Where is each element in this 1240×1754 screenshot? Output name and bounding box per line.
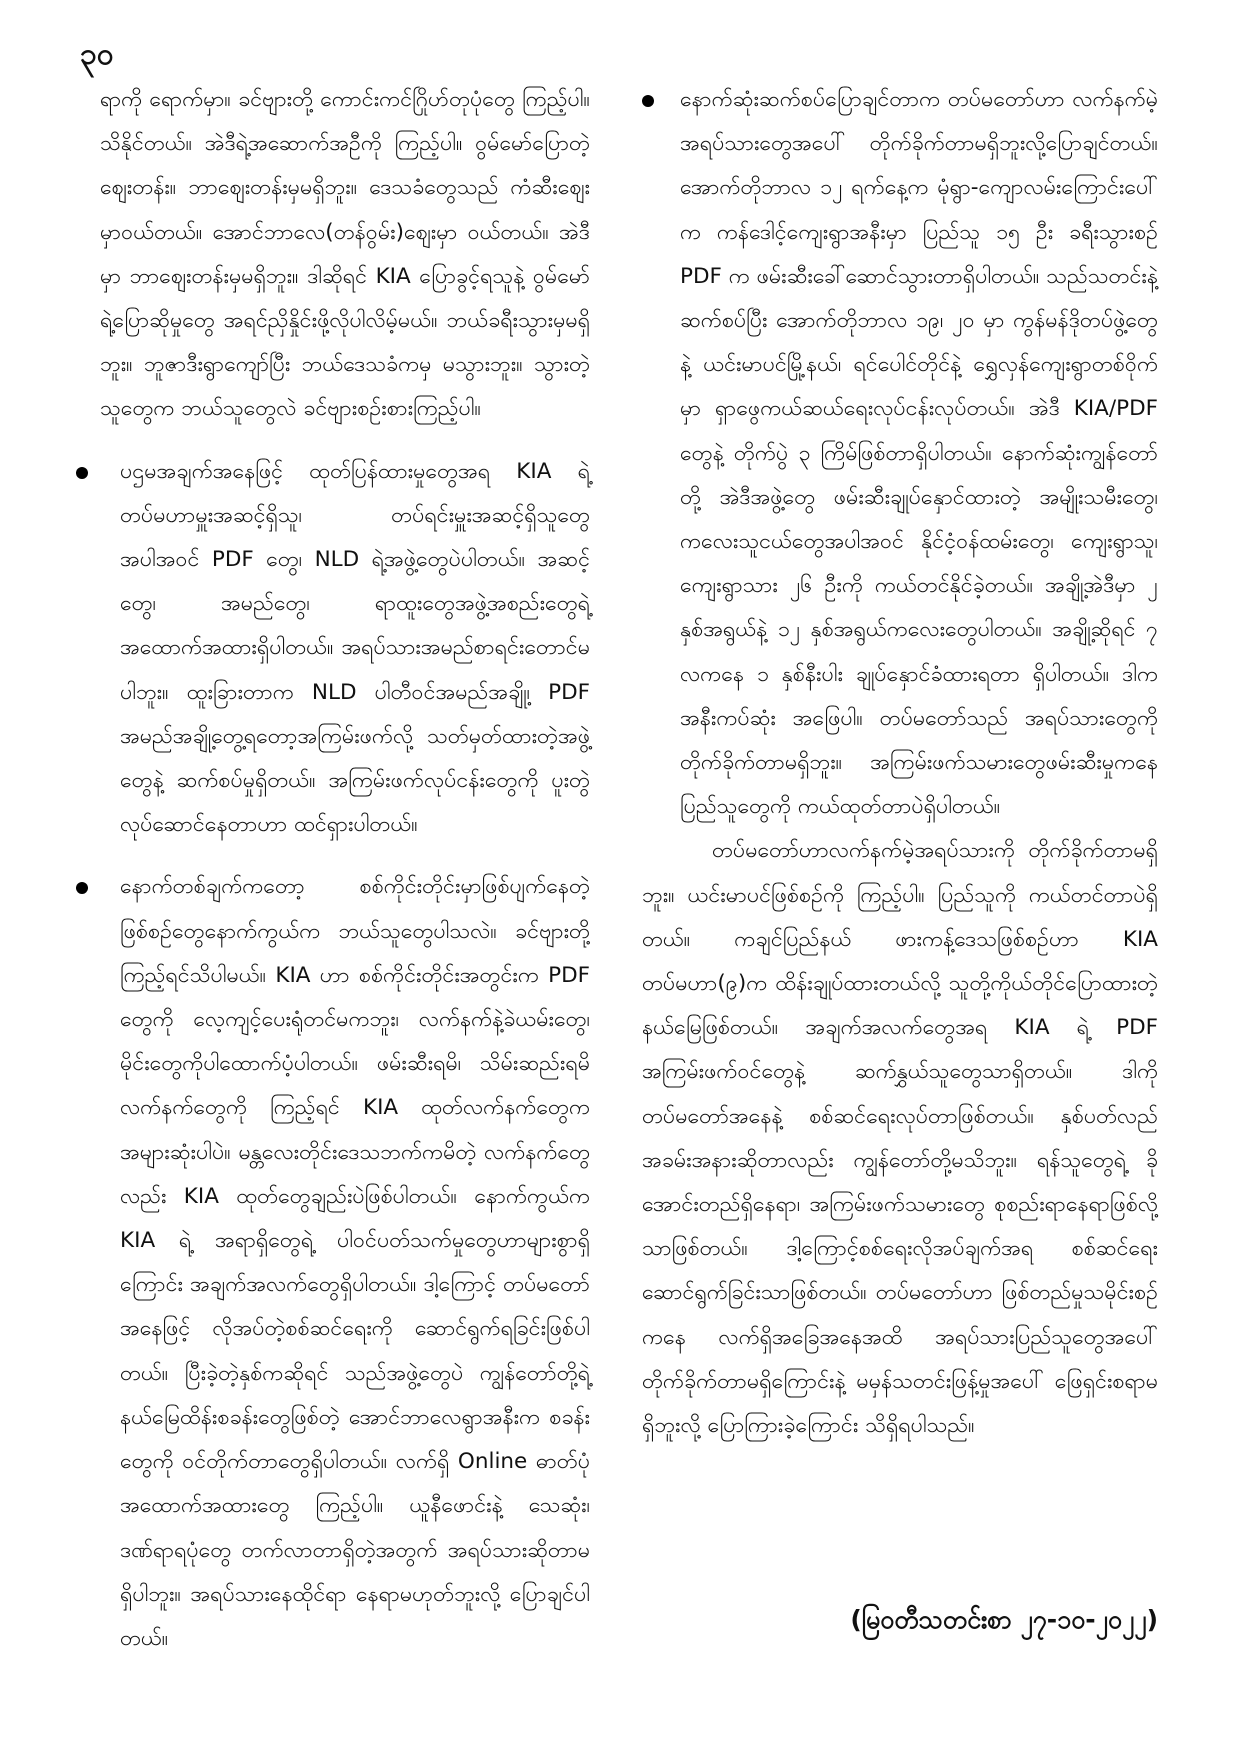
page-number: ၃၀ xyxy=(80,37,114,72)
bullet-icon xyxy=(76,467,88,479)
bullet-item-2 xyxy=(100,865,590,1661)
right-column xyxy=(642,78,1158,1448)
bullet-icon xyxy=(642,95,654,107)
bullet-text-2: နောက်တစ်ချက်ကတော့ စစ်ကိုင်းတိုင်းမှာဖြစ်ပျက်နေတဲ့ဖြစ်စဉ်တွေနောက်ကွယ်က ဘယ်သူတွေပါသလဲ။ ခင်ဗျားတို့ ကြည့်ရင်သိပါမယ်။ KIA ဟာ စစ်ကိုင်းတိုင်းအတွင်းက PDF တွေကို လေ့ကျင့်ပေးရုံတင်မကဘူး၊ လက်နက်နဲ့ခဲယမ်းတွေ၊ မိုင်းတွေကိုပါထောက်ပံ့ပါတယ်။ ဖမ်းဆီးရမိ၊ သိမ်းဆည်းရမိ လက်နက်တွေကို ကြည့်ရင် KIA ထုတ်လက်နက်တွေက အများဆုံးပါပဲ။ မန္တလေးတိုင်းဒေသဘက်ကမိတဲ့ လက်နက်တွေလည်း KIA ထုတ်တွေချည်းပဲဖြစ်ပါတယ်။ နောက်ကွယ်က KIA ရဲ့ အရာရှိတွေရဲ့ ပါဝင်ပတ်သက်မှုတွေဟာများစွာရှိကြောင်း အချက်အလက်တွေရှိပါတယ်။ ဒါ့ကြောင့် တပ်မတော်အနေဖြင့် လိုအပ်တဲ့စစ်ဆင်ရေးကို ဆောင်ရွက်ရခြင်းဖြစ်ပါတယ်။ ပြီးခဲ့တဲ့နှစ်ကဆိုရင် သည်အဖွဲ့တွေပဲ ကျွန်တော်တို့ရဲ့ နယ်မြေထိန်းစခန်းတွေဖြစ်တဲ့ အောင်ဘာလေရွာအနီးက စခန်းတွေကို ဝင်တိုက်တာတွေရှိပါတယ်။ လက်ရှိ Online ဓာတ်ပုံအထောက်အထားတွေ ကြည့်ပါ။ ယူနီဖောင်းနဲ့ သေဆုံး၊ ဒဏ်ရာရပုံတွေ တက်လာတာရှိတဲ့အတွက် အရပ်သားဆိုတာမရှိပါဘူး။ အရပ်သားနေထိုင်ရာ နေရာမဟုတ်ဘူးလို့ ပြောချင်ပါတယ်။ xyxy=(120,874,590,1651)
bullet-text-1: ပဌမအချက်အနေဖြင့် ထုတ်ပြန်ထားမှုတွေအရ KIA ရဲ့တပ်မဟာမှူးအဆင့်ရှိသူ၊ တပ်ရင်းမှူးအဆင့်ရှိသူတွေ အပါအဝင် PDF တွေ၊ NLD ရဲ့အဖွဲ့တွေပဲပါတယ်။ အဆင့်တွေ၊ အမည်တွေ၊ ရာထူးတွေအဖွဲ့အစည်းတွေရဲ့ အထောက်အထားရှိပါတယ်။ အရပ်သားအမည်စာရင်းတောင်မပါဘူး။ ထူးခြားတာက NLD ပါတီဝင်အမည်အချို့၊ PDF အမည်အချို့တွေ့ရတော့အကြမ်းဖက်လို့ သတ်မှတ်ထားတဲ့အဖွဲ့တွေနဲ့ ဆက်စပ်မှုရှိတယ်။ အကြမ်းဖက်လုပ်ငန်းတွေကို ပူးတွဲလုပ်ဆောင်နေတာဟာ ထင်ရှားပါတယ်။ xyxy=(120,458,590,838)
bullet-icon xyxy=(76,882,88,894)
intro-paragraph: ရာကို ရောက်မှာ။ ခင်ဗျားတို့ ကောင်းကင်ဂြိုဟ်တုပုံတွေ ကြည့်ပါ။ သိနိုင်တယ်။ အဲဒီရဲ့အဆောက်အဦကို ကြည့်ပါ။ ဝွမ်မော်ပြောတဲ့ဈေးတန်း။ ဘာဈေးတန်းမှမရှိဘူး။ ဒေသခံတွေသည် ကံဆီးဈေးမှာဝယ်တယ်။ အောင်ဘာလေ(တန်ဝွမ်း)ဈေးမှာ ဝယ်တယ်။ အဲဒီမှာ ဘာဈေးတန်းမှမရှိဘူး။ ဒါဆိုရင် KIA ပြောခွင့်ရသူနဲ့ ဝွမ်မော်ရဲ့ပြောဆိုမှုတွေ အရင်ညှိနှိုင်းဖို့လိုပါလိမ့်မယ်။ ဘယ်ခရီးသွားမှမရှိဘူး။ ဘူဇာဒီးရွာကျော်ပြီး ဘယ်ဒေသခံကမှ မသွားဘူး။ သွားတဲ့သူတွေက ဘယ်သူတွေလဲ ခင်ဗျားစဉ်းစားကြည့်ပါ။ xyxy=(100,87,590,422)
closing-paragraph: တပ်မတော်ဟာလက်နက်မဲ့အရပ်သားကို တိုက်ခိုက်တာမရှိဘူး။ ယင်းမာပင်ဖြစ်စဉ်ကို ကြည့်ပါ။ ပြည်သူကို ကယ်တင်တာပဲရှိတယ်။ ကချင်ပြည်နယ် ဖားကန့်ဒေသဖြစ်စဉ်ဟာ KIA တပ်မဟာ(၉)က ထိန်းချုပ်ထားတယ်လို့ သူတို့ကိုယ်တိုင်ပြောထားတဲ့နယ်မြေဖြစ်တယ်။ အချက်အလက်တွေအရ KIA ရဲ့ PDF အကြမ်းဖက်ဝင်တွေနဲ့ ဆက်နွှယ်သူတွေသာရှိတယ်။ ဒါကို တပ်မတော်အနေနဲ့ စစ်ဆင်ရေးလုပ်တာဖြစ်တယ်။ နှစ်ပတ်လည်အခမ်းအနားဆိုတာလည်း ကျွန်တော်တို့မသိဘူး။ ရန်သူတွေရဲ့ ခိုအောင်းတည်ရှိနေရာ၊ အကြမ်းဖက်သမားတွေ စုစည်းရာနေရာဖြစ်လို့သာဖြစ်တယ်။ ဒါ့ကြောင့်စစ်ရေးလိုအပ်ချက်အရ စစ်ဆင်ရေး ဆောင်ရွက်ခြင်းသာဖြစ်တယ်။ တပ်မတော်ဟာ ဖြစ်တည်မှုသမိုင်းစဉ်ကနေ လက်ရှိအခြေအနေအထိ အရပ်သားပြည်သူတွေအပေါ် တိုက်ခိုက်တာမရှိကြောင်းနဲ့ မမှန်သတင်းဖြန့်မှုအပေါ် ဖြေရှင်းစရာမရှိဘူးလို့ ပြောကြားခဲ့ကြောင်း သိရှိရပါသည်။ xyxy=(642,838,1158,1439)
left-column xyxy=(100,78,590,1661)
source-citation: (မြဝတီသတင်းစာ ၂၇-၁၀-၂၀၂၂) xyxy=(850,1605,1158,1634)
bullet-item-3 xyxy=(642,78,1158,829)
bullet-text-3: နောက်ဆုံးဆက်စပ်ပြောချင်တာက တပ်မတော်ဟာ လက်နက်မဲ့အရပ်သားတွေအပေါ် တိုက်ခိုက်တာမရှိဘူးလို့ပြောချင်တယ်။ အောက်တိုဘာလ ၁၂ ရက်နေ့က မုံရွာ-ကျောလမ်းကြောင်းပေါ်က ကန်ဒေါင့်ကျေးရွာအနီးမှာ ပြည်သူ ၁၅ ဦး ခရီးသွားစဉ် PDF က ဖမ်းဆီးခေါ်ဆောင်သွားတာရှိပါတယ်။ သည်သတင်းနဲ့ဆက်စပ်ပြီး အောက်တိုဘာလ ၁၉၊ ၂၀ မှာ ကွန်မန်ဒိုတပ်ဖွဲ့တွေနဲ့ ယင်းမာပင်မြို့နယ်၊ ရင်ပေါင်တိုင်နဲ့ ရွှေလှန်ကျေးရွာတစ်ဝိုက်မှာ ရှာဖွေကယ်ဆယ်ရေးလုပ်ငန်းလုပ်တယ်။ အဲဒီ KIA/PDF တွေနဲ့ တိုက်ပွဲ ၃ ကြိမ်ဖြစ်တာရှိပါတယ်။ နောက်ဆုံးကျွန်တော်တို့ အဲဒီအဖွဲ့တွေ ဖမ်းဆီးချုပ်နှောင်ထားတဲ့ အမျိုးသမီးတွေ၊ ကလေးသူငယ်တွေအပါအဝင် နိုင်ငံ့ဝန်ထမ်းတွေ၊ ကျေးရွာသူ၊ ကျေးရွာသား ၂၆ ဦးကို ကယ်တင်နိုင်ခဲ့တယ်။ အချို့အဲဒီမှာ ၂ နှစ်အရွယ်နဲ့ ၁၂ နှစ်အရွယ်ကလေးတွေပါတယ်။ အချို့ဆိုရင် ၇ လကနေ ၁ နှစ်နီးပါး ချုပ်နှောင်ခံထားရတာ ရှိပါတယ်။ ဒါက အနီးကပ်ဆုံး အဖြေပါ။ တပ်မတော်သည် အရပ်သားတွေကိုတိုက်ခိုက်တာမရှိဘူး။ အကြမ်းဖက်သမားတွေဖမ်းဆီးမှုကနေ ပြည်သူတွေကို ကယ်ထုတ်တာပဲရှိပါတယ်။ xyxy=(680,87,1159,820)
bullet-item-1 xyxy=(100,450,590,848)
